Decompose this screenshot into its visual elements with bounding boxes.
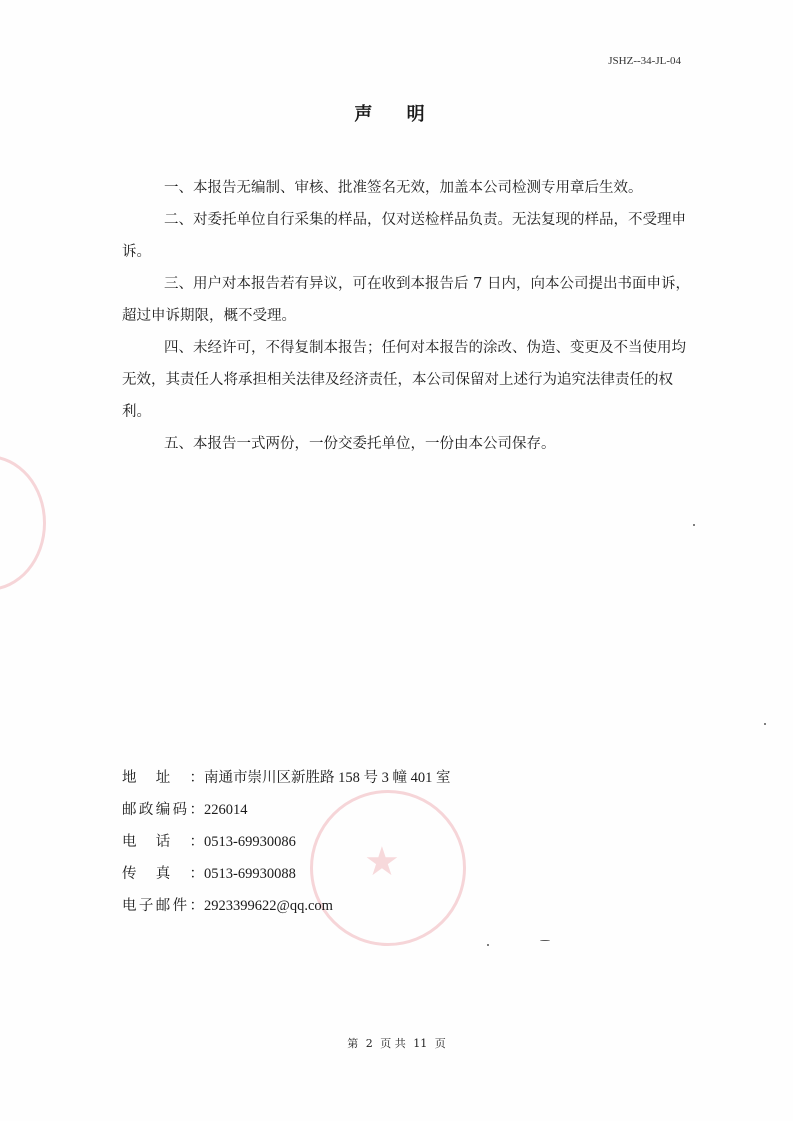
scan-speck xyxy=(487,944,489,946)
address-label: 地址： xyxy=(122,770,204,786)
email-value: 2923399622@qq.com xyxy=(204,898,333,914)
contact-row-email xyxy=(122,890,451,922)
contact-row-postcode xyxy=(122,794,451,826)
phone-value: 0513-69930086 xyxy=(204,834,296,850)
footer-page-number: 2 xyxy=(365,1037,373,1050)
clause-4: 四、未经许可，不得复制本报告；任何对本报告的涂改、伪造、变更及不当使用均无效，其责任人将承担相关法律及经济责任，本公司保留对上述行为追究法律责任的权利。 xyxy=(122,340,686,420)
declaration-clauses xyxy=(122,172,692,460)
contact-row-fax xyxy=(122,858,451,890)
page-title: 声 明 xyxy=(354,104,439,125)
address-value: 南通市崇川区新胜路 158 号 3 幢 401 室 xyxy=(204,770,451,786)
contact-row-address xyxy=(122,762,451,794)
footer-suffix: 页 xyxy=(434,1037,446,1050)
email-label: 电子邮件： xyxy=(122,898,204,914)
clause-1: 一、本报告无编制、审核、批准签名无效，加盖本公司检测专用章后生效。 xyxy=(164,180,643,196)
document-code: JSHZ--34-JL-04 xyxy=(608,55,681,67)
clause-2: 二、对委托单位自行采集的样品，仅对送检样品负责。无法复现的样品，不受理申诉。 xyxy=(122,212,686,260)
contact-row-phone xyxy=(122,826,451,858)
footer-middle: 页 共 xyxy=(380,1037,406,1050)
fax-value: 0513-69930088 xyxy=(204,866,296,882)
phone-label: 电话： xyxy=(122,834,204,850)
page-footer xyxy=(0,1035,793,1051)
postcode-value: 226014 xyxy=(204,802,248,818)
postcode-label: 邮政编码： xyxy=(122,802,204,818)
contact-info xyxy=(122,762,451,922)
seal-stamp-left xyxy=(0,455,46,591)
scan-speck xyxy=(693,524,695,526)
clause-3: 三、用户对本报告若有异议，可在收到本报告后 7 日内，向本公司提出书面申诉，超过申诉期限，概不受理。 xyxy=(122,276,690,324)
footer-total-pages: 11 xyxy=(413,1037,428,1050)
clause-5: 五、本报告一式两份，一份交委托单位，一份由本公司保存。 xyxy=(164,436,556,452)
seal-star-icon: ★ xyxy=(364,839,400,885)
scan-speck xyxy=(764,723,766,725)
scan-speck xyxy=(540,940,550,941)
fax-label: 传真： xyxy=(122,866,204,882)
footer-prefix: 第 xyxy=(347,1037,359,1050)
